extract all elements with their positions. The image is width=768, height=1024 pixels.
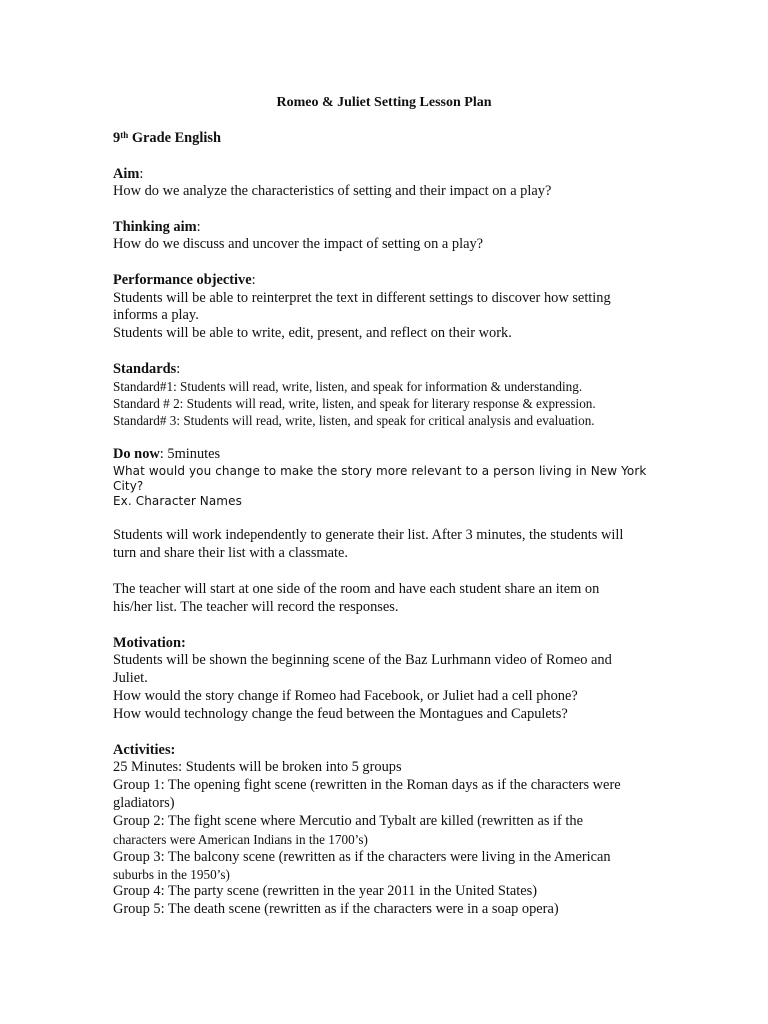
performance-heading	[113, 272, 256, 289]
performance-colon: :	[251, 272, 256, 288]
standard-2: Standard # 2: Students will read, write, listen, and speak for literary response & expression.	[113, 396, 596, 411]
do-now-time: : 5minutes	[159, 446, 221, 462]
work-paragraph-1-line-1: Students will work independently to generate their list. After 3 minutes, the students will	[113, 527, 624, 543]
thinking-aim-text: How do we discuss and uncover the impact of setting on a play?	[113, 236, 484, 252]
group-1-line-2: gladiators)	[113, 795, 175, 811]
aim-heading	[113, 166, 143, 183]
motivation-heading: Motivation:	[113, 635, 186, 651]
group-3-line-2: suburbs in the 1950’s)	[113, 867, 230, 882]
aim-label: Aim	[113, 166, 140, 182]
aim-colon: :	[139, 166, 144, 182]
thinking-aim-label: Thinking aim	[113, 219, 197, 235]
grade-suffix: th	[120, 130, 129, 140]
work-paragraph-1-line-2: turn and share their list with a classmate.	[113, 545, 348, 561]
activities-heading: Activities:	[113, 742, 176, 758]
group-2-line-1: Group 2: The fight scene where Mercutio and Tybalt are killed (rewritten as if the	[113, 813, 583, 829]
grade-number: 9	[113, 130, 121, 146]
performance-line-2: informs a play.	[113, 307, 199, 323]
work-paragraph-2-line-2: his/her list. The teacher will record the responses.	[113, 599, 399, 615]
standard-1: Standard#1: Students will read, write, listen, and speak for information & understanding.	[113, 379, 583, 394]
performance-line-1: Students will be able to reinterpret the text in different settings to discover how setting	[113, 290, 611, 306]
aim-text: How do we analyze the characteristics of setting and their impact on a play?	[113, 183, 552, 199]
performance-line-3: Students will be able to write, edit, present, and reflect on their work.	[113, 325, 512, 341]
do-now-label: Do now	[113, 446, 160, 462]
performance-label: Performance objective	[113, 272, 252, 288]
motivation-line-4: How would technology change the feud between the Montagues and Capulets?	[113, 706, 568, 722]
do-now-question-line-2: City?	[113, 479, 144, 493]
grade-text: Grade English	[128, 130, 221, 146]
standards-heading	[113, 361, 180, 378]
motivation-line-1: Students will be shown the beginning scene of the Baz Lurhmann video of Romeo and	[113, 652, 612, 668]
document-title: Romeo & Juliet Setting Lesson Plan	[276, 95, 492, 110]
motivation-line-3: How would the story change if Romeo had Facebook, or Juliet had a cell phone?	[113, 688, 578, 704]
do-now-question-line-1: What would you change to make the story more relevant to a person living in New York	[113, 464, 647, 478]
group-1-line-1: Group 1: The opening fight scene (rewritten in the Roman days as if the characters were	[113, 777, 621, 793]
standards-colon: :	[176, 361, 181, 377]
do-now-example: Ex. Character Names	[113, 494, 242, 508]
group-2-line-2: characters were American Indians in the 1700’s)	[113, 832, 368, 847]
group-5: Group 5: The death scene (rewritten as if the characters were in a soap opera)	[113, 901, 559, 917]
standard-3: Standard# 3: Students will read, write, listen, and speak for critical analysis and evaluation.	[113, 413, 595, 428]
thinking-aim-heading	[113, 219, 201, 236]
thinking-aim-colon: :	[196, 219, 201, 235]
group-3-line-1: Group 3: The balcony scene (rewritten as if the characters were living in the American	[113, 849, 611, 865]
motivation-line-2: Juliet.	[113, 670, 148, 686]
grade-heading	[113, 130, 221, 147]
activities-intro: 25 Minutes: Students will be broken into 5 groups	[113, 759, 402, 775]
standards-label: Standards	[113, 361, 177, 377]
work-paragraph-2-line-1: The teacher will start at one side of the room and have each student share an item on	[113, 581, 600, 597]
do-now-heading	[113, 446, 220, 463]
group-4: Group 4: The party scene (rewritten in the year 2011 in the United States)	[113, 883, 537, 899]
